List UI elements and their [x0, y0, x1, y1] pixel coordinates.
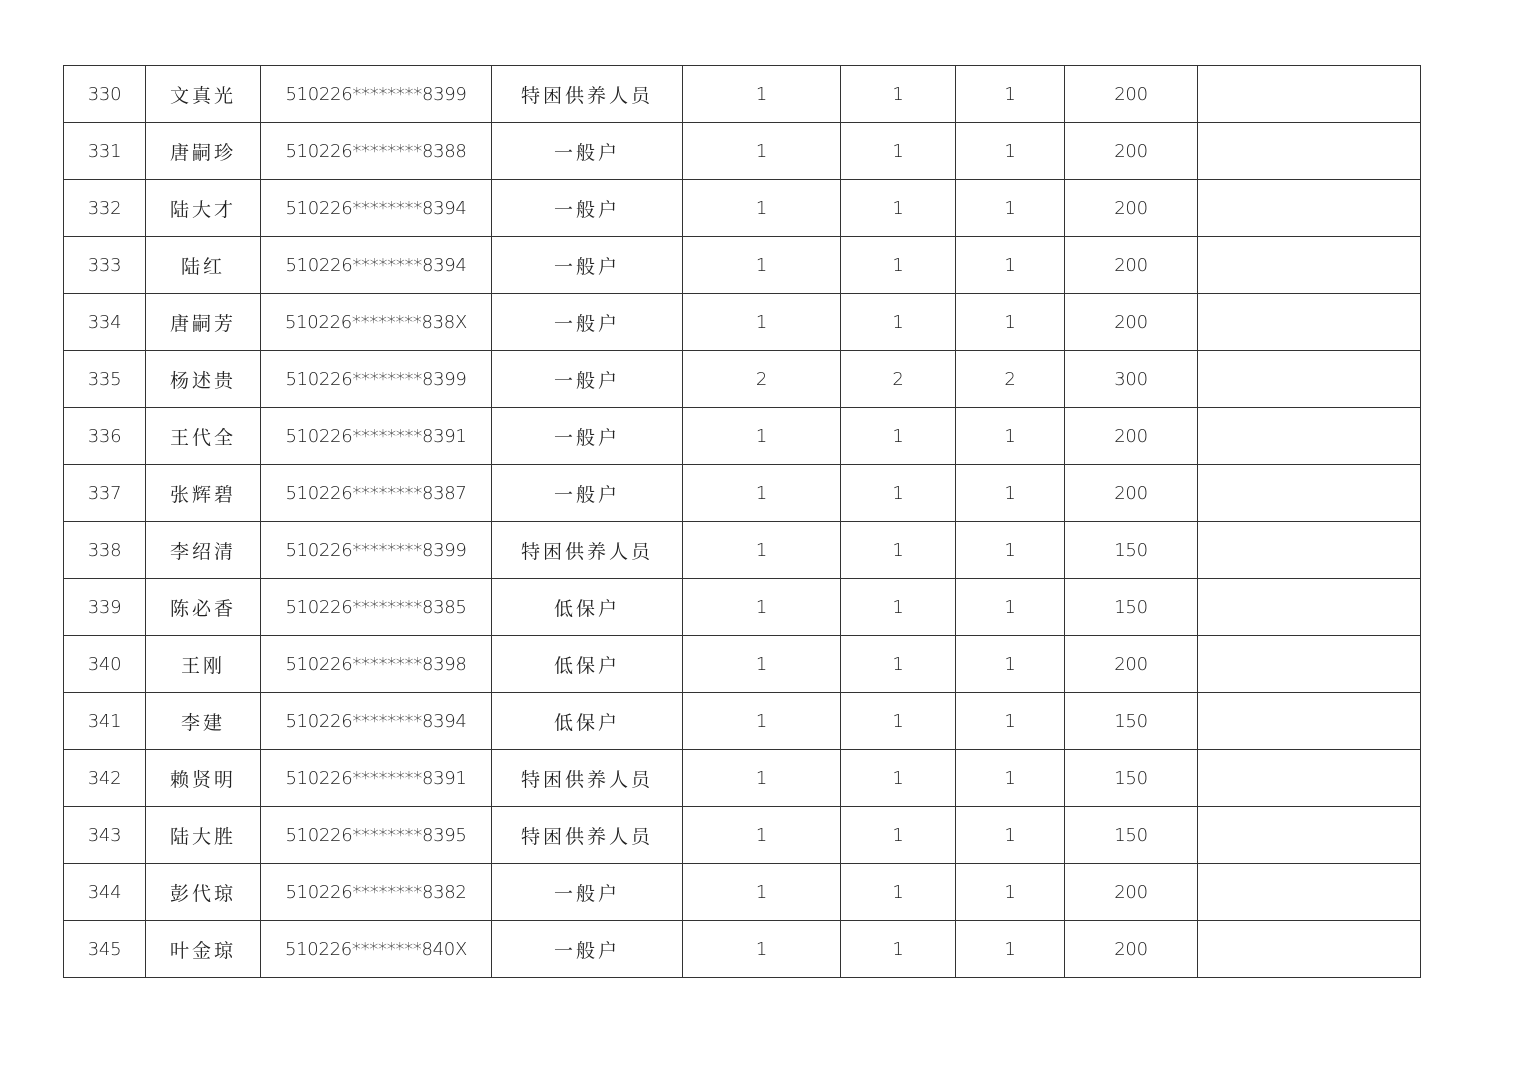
count-cell-1: 1: [683, 693, 841, 750]
household-type-cell: 一般户: [492, 180, 683, 237]
count-cell-3: 1: [956, 522, 1065, 579]
count-cell-2: 2: [841, 351, 956, 408]
remarks-cell: [1198, 408, 1421, 465]
amount-cell: 200: [1065, 123, 1198, 180]
id-number-cell: 510226********8394: [261, 180, 492, 237]
table-row: [64, 351, 1421, 408]
count-cell-3: 1: [956, 693, 1065, 750]
row-number-cell: 337: [64, 465, 146, 522]
remarks-cell: [1198, 351, 1421, 408]
count-cell-3: 1: [956, 807, 1065, 864]
id-number-cell: 510226********8391: [261, 750, 492, 807]
count-cell-1: 1: [683, 864, 841, 921]
count-cell-2: 1: [841, 579, 956, 636]
table-row: [64, 807, 1421, 864]
amount-cell: 200: [1065, 294, 1198, 351]
row-number-cell: 344: [64, 864, 146, 921]
id-number-cell: 510226********8399: [261, 351, 492, 408]
amount-cell: 150: [1065, 522, 1198, 579]
amount-cell: 200: [1065, 636, 1198, 693]
amount-cell: 200: [1065, 180, 1198, 237]
count-cell-1: 1: [683, 636, 841, 693]
remarks-cell: [1198, 237, 1421, 294]
remarks-cell: [1198, 294, 1421, 351]
remarks-cell: [1198, 750, 1421, 807]
remarks-cell: [1198, 180, 1421, 237]
table-row: [64, 864, 1421, 921]
amount-cell: 150: [1065, 750, 1198, 807]
row-number-cell: 331: [64, 123, 146, 180]
remarks-cell: [1198, 693, 1421, 750]
name-cell: 李绍清: [146, 522, 261, 579]
household-type-cell: 一般户: [492, 351, 683, 408]
id-number-cell: 510226********8398: [261, 636, 492, 693]
count-cell-3: 1: [956, 921, 1065, 978]
name-cell: 王刚: [146, 636, 261, 693]
count-cell-1: 1: [683, 66, 841, 123]
count-cell-2: 1: [841, 180, 956, 237]
household-type-cell: 一般户: [492, 921, 683, 978]
remarks-cell: [1198, 465, 1421, 522]
count-cell-1: 1: [683, 921, 841, 978]
amount-cell: 200: [1065, 408, 1198, 465]
table-row: [64, 636, 1421, 693]
count-cell-2: 1: [841, 465, 956, 522]
name-cell: 陈必香: [146, 579, 261, 636]
amount-cell: 200: [1065, 66, 1198, 123]
household-type-cell: 一般户: [492, 864, 683, 921]
row-number-cell: 334: [64, 294, 146, 351]
name-cell: 陆大才: [146, 180, 261, 237]
remarks-cell: [1198, 807, 1421, 864]
data-table: [63, 65, 1421, 978]
count-cell-2: 1: [841, 123, 956, 180]
count-cell-2: 1: [841, 864, 956, 921]
name-cell: 杨述贵: [146, 351, 261, 408]
count-cell-3: 1: [956, 237, 1065, 294]
remarks-cell: [1198, 66, 1421, 123]
count-cell-1: 1: [683, 123, 841, 180]
count-cell-2: 1: [841, 522, 956, 579]
household-type-cell: 低保户: [492, 636, 683, 693]
count-cell-2: 1: [841, 693, 956, 750]
id-number-cell: 510226********8391: [261, 408, 492, 465]
household-type-cell: 低保户: [492, 693, 683, 750]
table-row: [64, 294, 1421, 351]
count-cell-1: 1: [683, 579, 841, 636]
amount-cell: 300: [1065, 351, 1198, 408]
count-cell-3: 2: [956, 351, 1065, 408]
count-cell-1: 1: [683, 807, 841, 864]
table-row: [64, 180, 1421, 237]
id-number-cell: 510226********8395: [261, 807, 492, 864]
count-cell-3: 1: [956, 408, 1065, 465]
count-cell-1: 1: [683, 237, 841, 294]
id-number-cell: 510226********8399: [261, 66, 492, 123]
id-number-cell: 510226********838X: [261, 294, 492, 351]
row-number-cell: 340: [64, 636, 146, 693]
amount-cell: 200: [1065, 237, 1198, 294]
table-row: [64, 693, 1421, 750]
row-number-cell: 335: [64, 351, 146, 408]
count-cell-1: 1: [683, 180, 841, 237]
count-cell-2: 1: [841, 294, 956, 351]
id-number-cell: 510226********8387: [261, 465, 492, 522]
row-number-cell: 341: [64, 693, 146, 750]
household-type-cell: 特困供养人员: [492, 66, 683, 123]
count-cell-2: 1: [841, 750, 956, 807]
household-type-cell: 一般户: [492, 294, 683, 351]
name-cell: 陆红: [146, 237, 261, 294]
count-cell-1: 1: [683, 522, 841, 579]
household-type-cell: 一般户: [492, 123, 683, 180]
remarks-cell: [1198, 522, 1421, 579]
amount-cell: 200: [1065, 465, 1198, 522]
count-cell-3: 1: [956, 123, 1065, 180]
name-cell: 张辉碧: [146, 465, 261, 522]
row-number-cell: 333: [64, 237, 146, 294]
amount-cell: 150: [1065, 807, 1198, 864]
amount-cell: 200: [1065, 921, 1198, 978]
remarks-cell: [1198, 579, 1421, 636]
row-number-cell: 345: [64, 921, 146, 978]
count-cell-2: 1: [841, 237, 956, 294]
id-number-cell: 510226********8388: [261, 123, 492, 180]
count-cell-1: 1: [683, 465, 841, 522]
name-cell: 唐嗣芳: [146, 294, 261, 351]
count-cell-2: 1: [841, 408, 956, 465]
table-row: [64, 237, 1421, 294]
row-number-cell: 343: [64, 807, 146, 864]
count-cell-3: 1: [956, 579, 1065, 636]
count-cell-3: 1: [956, 180, 1065, 237]
household-type-cell: 低保户: [492, 579, 683, 636]
id-number-cell: 510226********840X: [261, 921, 492, 978]
remarks-cell: [1198, 123, 1421, 180]
row-number-cell: 336: [64, 408, 146, 465]
name-cell: 陆大胜: [146, 807, 261, 864]
household-type-cell: 一般户: [492, 465, 683, 522]
household-type-cell: 一般户: [492, 237, 683, 294]
amount-cell: 200: [1065, 864, 1198, 921]
amount-cell: 150: [1065, 693, 1198, 750]
id-number-cell: 510226********8394: [261, 237, 492, 294]
name-cell: 彭代琼: [146, 864, 261, 921]
row-number-cell: 338: [64, 522, 146, 579]
count-cell-2: 1: [841, 807, 956, 864]
household-type-cell: 特困供养人员: [492, 522, 683, 579]
name-cell: 文真光: [146, 66, 261, 123]
amount-cell: 150: [1065, 579, 1198, 636]
name-cell: 赖贤明: [146, 750, 261, 807]
id-number-cell: 510226********8399: [261, 522, 492, 579]
id-number-cell: 510226********8382: [261, 864, 492, 921]
count-cell-3: 1: [956, 294, 1065, 351]
count-cell-1: 1: [683, 294, 841, 351]
count-cell-1: 2: [683, 351, 841, 408]
name-cell: 叶金琼: [146, 921, 261, 978]
table-row: [64, 579, 1421, 636]
count-cell-1: 1: [683, 408, 841, 465]
count-cell-2: 1: [841, 66, 956, 123]
count-cell-3: 1: [956, 864, 1065, 921]
table-row: [64, 750, 1421, 807]
count-cell-3: 1: [956, 465, 1065, 522]
name-cell: 王代全: [146, 408, 261, 465]
household-type-cell: 特困供养人员: [492, 807, 683, 864]
row-number-cell: 342: [64, 750, 146, 807]
row-number-cell: 339: [64, 579, 146, 636]
count-cell-2: 1: [841, 636, 956, 693]
table-row: [64, 522, 1421, 579]
count-cell-3: 1: [956, 750, 1065, 807]
row-number-cell: 330: [64, 66, 146, 123]
table-row: [64, 921, 1421, 978]
id-number-cell: 510226********8394: [261, 693, 492, 750]
id-number-cell: 510226********8385: [261, 579, 492, 636]
table-row: [64, 66, 1421, 123]
household-type-cell: 一般户: [492, 408, 683, 465]
remarks-cell: [1198, 636, 1421, 693]
count-cell-2: 1: [841, 921, 956, 978]
table-body: [64, 66, 1421, 978]
household-type-cell: 特困供养人员: [492, 750, 683, 807]
count-cell-1: 1: [683, 750, 841, 807]
count-cell-3: 1: [956, 636, 1065, 693]
table-row: [64, 408, 1421, 465]
row-number-cell: 332: [64, 180, 146, 237]
name-cell: 李建: [146, 693, 261, 750]
name-cell: 唐嗣珍: [146, 123, 261, 180]
remarks-cell: [1198, 921, 1421, 978]
table-row: [64, 465, 1421, 522]
remarks-cell: [1198, 864, 1421, 921]
count-cell-3: 1: [956, 66, 1065, 123]
table-row: [64, 123, 1421, 180]
